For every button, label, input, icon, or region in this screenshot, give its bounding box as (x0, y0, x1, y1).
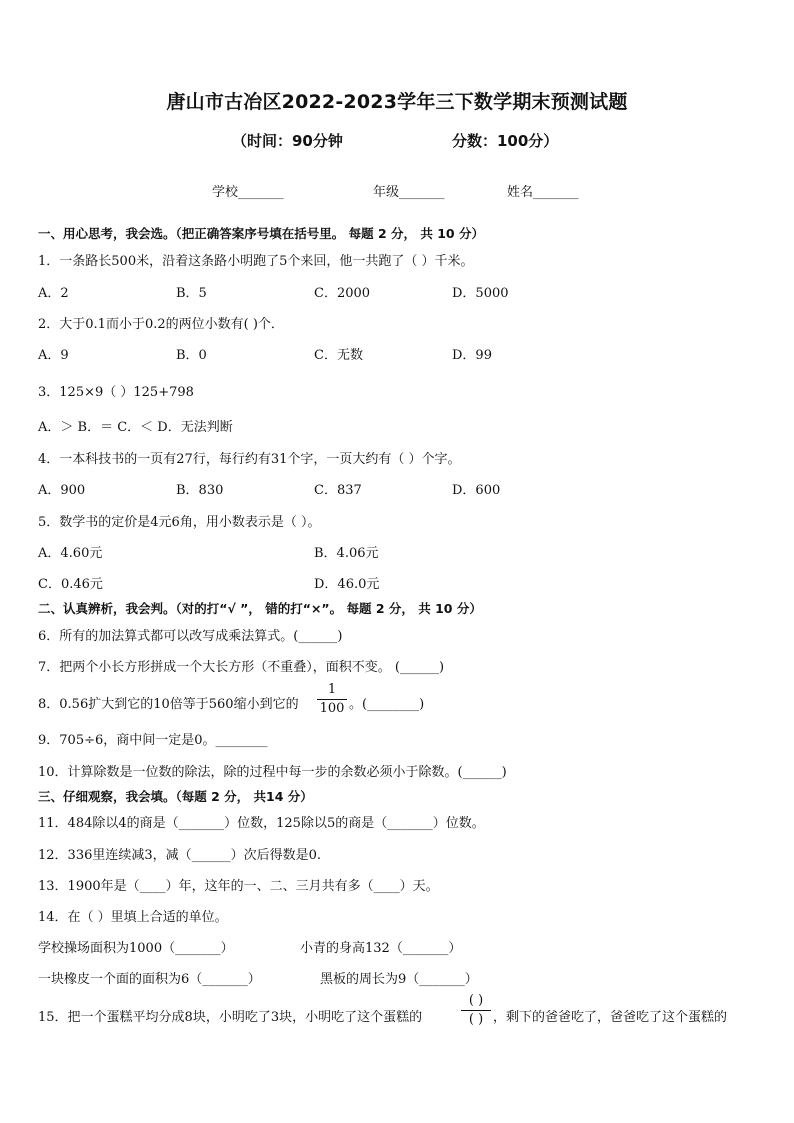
q8-fraction (317, 681, 347, 718)
q1-option-b[interactable]: B．5 (176, 286, 207, 301)
q15-denominator: ( ) (468, 1012, 484, 1027)
school-field[interactable]: 学校_______ (212, 185, 284, 200)
q5-option-a[interactable]: A．4.60元 (38, 546, 103, 561)
q4-option-d[interactable]: D．600 (452, 483, 501, 498)
question-9: 9．705÷6，商中间一定是0。________ (38, 733, 268, 748)
question-8-answer: 。(________) (349, 697, 425, 712)
q14-part-d: 黑板的周长为9（_______） (320, 972, 478, 987)
q4-option-b[interactable]: B．830 (176, 483, 224, 498)
question-7: 7．把两个小长方形拼成一个大长方形（不重叠），面积不变。 (______) (38, 660, 445, 675)
page-title: 唐山市古冶区2022-2023学年三下数学期末预测试题 (166, 91, 628, 113)
question-1: 1．一条路长500米，沿着这条路小明跑了5个来回，他一共跑了（ ）千米。 (38, 254, 474, 269)
q15-numerator: ( ) (461, 992, 491, 1011)
section-2-heading: 二、认真辨析，我会判。（对的打“√ ”， 错的打“×”。 每题 2 分， 共 10 分） (38, 601, 482, 616)
q1-option-c[interactable]: C．2000 (314, 286, 371, 301)
question-2: 2．大于0.1而小于0.2的两位小数有( )个． (38, 317, 284, 332)
q4-option-a[interactable]: A．900 (38, 483, 86, 498)
q5-option-d[interactable]: D．46.0元 (314, 577, 380, 592)
q3-options[interactable]: A．＞ B．＝ C．＜ D．无法判断 (38, 420, 233, 435)
section-1-heading: 一、用心思考，我会选。（把正确答案序号填在括号里。 每题 2 分， 共 10 分） (38, 226, 484, 241)
question-15-continuation: ，剩下的爸爸吃了，爸爸吃了这个蛋糕的 (493, 1010, 728, 1025)
q4-option-c[interactable]: C．837 (314, 483, 362, 498)
q1-option-a[interactable]: A．2 (38, 286, 69, 301)
question-11: 11．484除以4的商是（_______）位数，125除以5的商是（_______）位数。 (38, 816, 485, 831)
name-field[interactable]: 姓名_______ (507, 185, 579, 200)
q2-option-d[interactable]: D．99 (452, 348, 492, 363)
question-8-text: 8．0.56扩大到它的10倍等于560缩小到它的 (38, 697, 299, 712)
question-13: 13．1900年是（____）年，这年的一、二、三月共有多（____）天。 (38, 879, 439, 894)
q1-option-d[interactable]: D．5000 (452, 286, 509, 301)
q2-option-c[interactable]: C．无数 (314, 348, 363, 363)
question-10: 10．计算除数是一位数的除法，除的过程中每一步的余数必须小于除数。(______) (38, 765, 507, 780)
question-14: 14．在（ ）里填上合适的单位。 (38, 910, 228, 925)
grade-field[interactable]: 年级_______ (373, 185, 445, 200)
q5-option-c[interactable]: C．0.46元 (38, 577, 103, 592)
question-15-text: 15．把一个蛋糕平均分成8块，小明吃了3块，小明吃了这个蛋糕的 (38, 1010, 423, 1025)
q5-option-b[interactable]: B．4.06元 (314, 546, 379, 561)
q14-part-b: 小青的身高132（_______） (300, 941, 462, 956)
q14-part-a: 学校操场面积为1000（_______） (38, 941, 234, 956)
question-12: 12．336里连续减3，减（______）次后得数是0. (38, 848, 322, 863)
q2-option-b[interactable]: B．0 (176, 348, 207, 363)
q8-numerator: 1 (317, 681, 347, 700)
q14-part-c: 一块橡皮一个面的面积为6（_______） (38, 972, 261, 987)
q15-fraction (461, 992, 491, 1029)
exam-time: （时间：90分钟 (232, 132, 343, 150)
question-4: 4．一本科技书的一页有27行，每行约有31个字，一页大约有（ ）个字。 (38, 452, 461, 467)
q8-denominator: 100 (319, 701, 345, 716)
question-5: 5．数学书的定价是4元6角，用小数表示是（ ）。 (38, 515, 321, 530)
question-3: 3．125×9（ ）125+798 (38, 385, 194, 400)
q2-option-a[interactable]: A．9 (38, 348, 69, 363)
exam-score: 分数：100分） (452, 132, 559, 150)
question-6: 6．所有的加法算式都可以改写成乘法算式。(______) (38, 629, 343, 644)
section-3-heading: 三、仔细观察，我会填。（每题 2 分， 共14 分） (38, 789, 313, 804)
